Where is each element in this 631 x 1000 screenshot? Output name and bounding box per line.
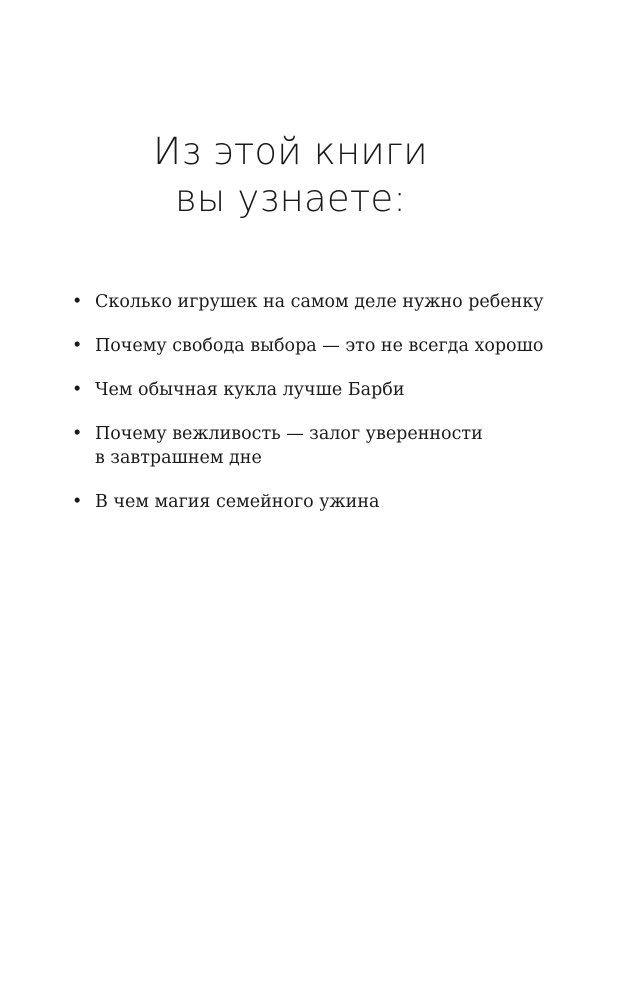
bullet-icon: • [72,424,83,444]
bullet-icon: • [72,380,83,400]
bullet-icon: • [72,336,83,356]
page-heading [0,128,581,222]
bullet-icon: • [72,492,83,512]
list-item [72,290,592,314]
list-item [72,334,592,358]
list-item [72,378,592,402]
list-item-text: Почему свобода выбора — это не всегда хорошо [95,336,544,356]
learning-points-list [72,290,592,534]
list-item-text: Чем обычная кукла лучше Барби [95,380,405,400]
list-item-text: Почему вежливость — залог уверенности в завтрашнем дне [95,424,483,468]
list-item-text: Сколько игрушек на самом деле нужно ребенку [95,292,544,312]
heading-line-2: вы узнаете: [174,177,406,220]
list-item [72,490,592,514]
bullet-icon: • [72,292,83,312]
list-item [72,422,592,470]
heading-line-1: Из этой книги [153,130,428,173]
list-item-text: В чем магия семейного ужина [95,492,380,512]
